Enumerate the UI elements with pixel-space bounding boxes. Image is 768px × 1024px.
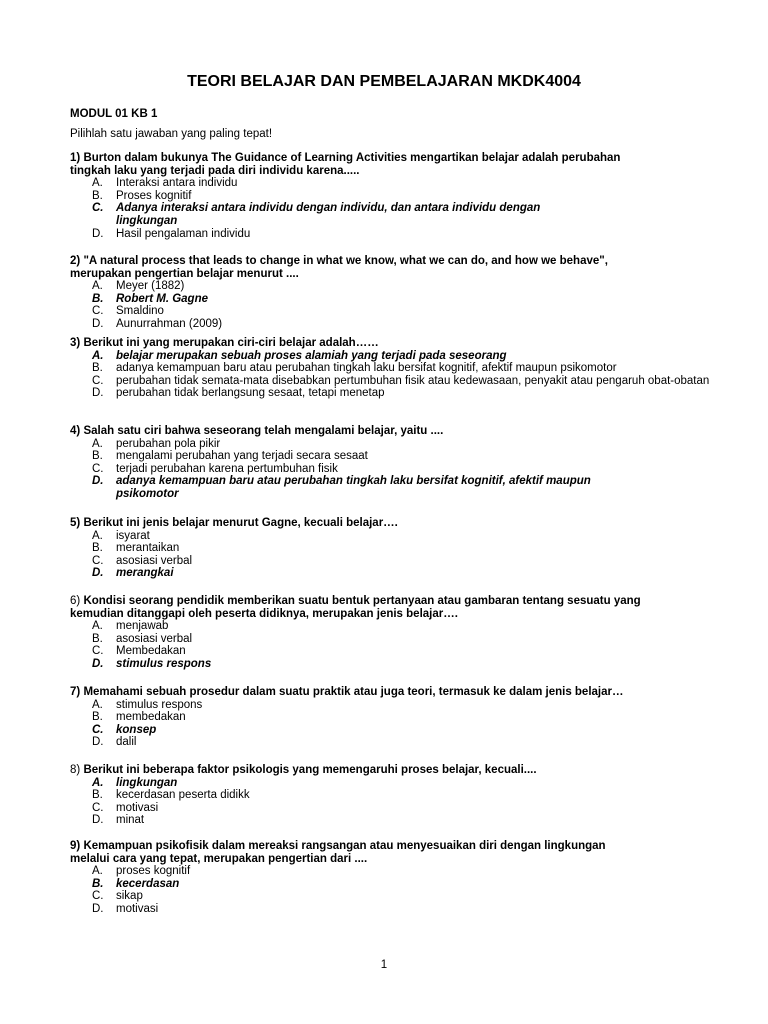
question-body: Berikut ini yang merupakan ciri-ciri belajar adalah…… bbox=[83, 337, 379, 349]
option-letter: D. bbox=[92, 736, 104, 749]
option-text: belajar merupakan sebuah proses alamiah yang terjadi pada seseorang bbox=[116, 349, 507, 362]
question-body: "A natural process that leads to change in what we know, what we can do, and how we behave", merupakan pengertian belajar menurut .... bbox=[70, 255, 608, 280]
option-text: merantaikan bbox=[116, 542, 180, 555]
options-list bbox=[70, 177, 710, 240]
option-letter: D. bbox=[92, 902, 104, 915]
option-d-correct bbox=[70, 475, 710, 500]
option-text: motivasi bbox=[116, 902, 159, 915]
question-number: 6) bbox=[70, 595, 81, 607]
option-text: menjawab bbox=[116, 620, 169, 633]
question-text bbox=[70, 152, 710, 177]
question-3 bbox=[70, 337, 710, 400]
option-text: Aunurrahman (2009) bbox=[116, 317, 223, 330]
option-text: Hasil pengalaman individu bbox=[116, 227, 251, 240]
option-text: Meyer (1882) bbox=[116, 280, 185, 293]
question-number: 5) bbox=[70, 517, 81, 529]
option-c bbox=[70, 305, 710, 318]
option-c-correct bbox=[70, 202, 710, 227]
option-text: Robert M. Gagne bbox=[116, 292, 209, 305]
question-text bbox=[70, 764, 710, 777]
option-d bbox=[70, 387, 710, 400]
option-a bbox=[70, 620, 710, 633]
question-4 bbox=[70, 425, 710, 501]
option-b bbox=[70, 789, 710, 802]
option-letter: A. bbox=[92, 620, 103, 633]
option-a bbox=[70, 280, 710, 293]
question-7 bbox=[70, 686, 710, 749]
option-text: stimulus respons bbox=[116, 657, 212, 670]
options-list bbox=[70, 777, 710, 827]
option-letter: A. bbox=[92, 280, 103, 293]
option-letter: D. bbox=[92, 475, 104, 488]
option-text: stimulus respons bbox=[116, 698, 203, 711]
question-body: Berikut ini jenis belajar menurut Gagne, kecuali belajar…. bbox=[83, 517, 398, 529]
question-body: Salah satu ciri bahwa seseorang telah mengalami belajar, yaitu .... bbox=[83, 425, 444, 437]
option-text: Interaksi antara individu bbox=[116, 177, 238, 190]
option-letter: A. bbox=[92, 698, 103, 711]
option-text: membedakan bbox=[116, 711, 186, 724]
option-letter: B. bbox=[92, 877, 104, 890]
option-text: dalil bbox=[116, 736, 137, 749]
option-text: asosiasi verbal bbox=[116, 632, 193, 645]
option-a bbox=[70, 438, 710, 451]
option-a-correct bbox=[70, 350, 710, 363]
options-list bbox=[70, 350, 710, 400]
question-5 bbox=[70, 517, 710, 580]
question-number: 4) bbox=[70, 425, 81, 437]
option-text: mengalami perubahan yang terjadi secara sesaat bbox=[116, 450, 368, 463]
question-body: Kondisi seorang pendidik memberikan suatu bentuk pertanyaan atau gambaran tentang sesuatu yang kemudian ditanggapi oleh peserta didiknya, merupakan jenis belajar…. bbox=[70, 595, 641, 620]
option-text: perubahan tidak berlangsung sesaat, tetapi menetap bbox=[116, 387, 385, 400]
question-text bbox=[70, 337, 710, 350]
option-letter: C. bbox=[92, 723, 104, 736]
option-letter: D. bbox=[92, 567, 104, 580]
option-letter: D. bbox=[92, 814, 104, 827]
question-1 bbox=[70, 152, 710, 240]
options-list bbox=[70, 530, 710, 580]
option-d-correct bbox=[70, 658, 710, 671]
option-c bbox=[70, 890, 710, 903]
option-b bbox=[70, 450, 710, 463]
option-letter: C. bbox=[92, 374, 104, 387]
option-letter: B. bbox=[92, 450, 103, 463]
options-list bbox=[70, 865, 710, 915]
option-d bbox=[70, 228, 710, 241]
question-number: 3) bbox=[70, 337, 81, 349]
option-letter: A. bbox=[92, 865, 103, 878]
option-d bbox=[70, 736, 710, 749]
question-body: Kemampuan psikofisik dalam mereaksi rangsangan atau menyesuaikan diri dengan lingkungan melalui cara yang tepat, merupakan pengertian dari .... bbox=[70, 840, 606, 865]
option-letter: A. bbox=[92, 529, 103, 542]
option-letter: A. bbox=[92, 177, 103, 190]
instruction-text: Pilihlah satu jawaban yang paling tepat! bbox=[70, 128, 273, 140]
option-text: isyarat bbox=[116, 529, 150, 542]
option-text: kecerdasan peserta didikk bbox=[116, 789, 250, 802]
page-number: 1 bbox=[380, 959, 388, 971]
option-text: adanya kemampuan baru atau perubahan tingkah laku bersifat kognitif, afektif maupun psikomotor bbox=[116, 362, 617, 375]
option-letter: B. bbox=[92, 292, 104, 305]
question-text bbox=[70, 255, 710, 280]
option-a bbox=[70, 699, 710, 712]
option-text: konsep bbox=[116, 723, 157, 736]
option-text: Proses kognitif bbox=[116, 189, 192, 202]
question-number: 1) bbox=[70, 152, 81, 164]
option-letter: A. bbox=[92, 437, 103, 450]
question-6 bbox=[70, 595, 710, 671]
option-b bbox=[70, 711, 710, 724]
option-d bbox=[70, 318, 710, 331]
option-letter: B. bbox=[92, 632, 103, 645]
question-text bbox=[70, 517, 710, 530]
option-text: terjadi perubahan karena pertumbuhan fisik bbox=[116, 462, 338, 475]
option-c bbox=[70, 463, 710, 476]
option-letter: B. bbox=[92, 542, 103, 555]
option-text: asosiasi verbal bbox=[116, 554, 193, 567]
option-letter: D. bbox=[92, 227, 104, 240]
option-c bbox=[70, 802, 710, 815]
option-text: lingkungan bbox=[116, 776, 178, 789]
option-text: kecerdasan bbox=[116, 877, 180, 890]
option-b bbox=[70, 362, 710, 375]
option-text: merangkai bbox=[116, 567, 174, 580]
option-text: minat bbox=[116, 814, 145, 827]
question-8 bbox=[70, 764, 710, 827]
option-letter: B. bbox=[92, 189, 103, 202]
question-text bbox=[70, 595, 710, 620]
option-d-correct bbox=[70, 567, 710, 580]
question-text bbox=[70, 840, 710, 865]
option-b bbox=[70, 542, 710, 555]
option-text: sikap bbox=[116, 890, 143, 903]
option-text: Adanya interaksi antara individu dengan individu, dan antara individu dengan lingkungan bbox=[116, 202, 541, 227]
option-letter: C. bbox=[92, 645, 104, 658]
option-letter: B. bbox=[92, 711, 103, 724]
option-c bbox=[70, 555, 710, 568]
question-body: Burton dalam bukunya The Guidance of Learning Activities mengartikan belajar adalah perubahan tingkah laku yang terjadi pada diri individu karena..... bbox=[70, 152, 621, 177]
option-d bbox=[70, 814, 710, 827]
option-letter: A. bbox=[92, 776, 104, 789]
question-body: Berikut ini beberapa faktor psikologis yang memengaruhi proses belajar, kecuali.... bbox=[83, 764, 537, 776]
option-letter: C. bbox=[92, 462, 104, 475]
option-text: adanya kemampuan baru atau perubahan tingkah laku bersifat kognitif, afektif maupun psikomotor bbox=[116, 475, 591, 500]
question-9 bbox=[70, 840, 710, 916]
question-number: 8) bbox=[70, 764, 81, 776]
option-letter: D. bbox=[92, 657, 104, 670]
option-b bbox=[70, 190, 710, 203]
option-letter: C. bbox=[92, 890, 104, 903]
question-2 bbox=[70, 255, 710, 331]
option-text: proses kognitif bbox=[116, 865, 191, 878]
option-letter: C. bbox=[92, 554, 104, 567]
options-list bbox=[70, 620, 710, 670]
option-letter: B. bbox=[92, 362, 103, 375]
option-letter: D. bbox=[92, 317, 104, 330]
option-letter: C. bbox=[92, 801, 104, 814]
option-letter: A. bbox=[92, 349, 104, 362]
option-b-correct bbox=[70, 293, 710, 306]
options-list bbox=[70, 438, 710, 501]
option-a-correct bbox=[70, 777, 710, 790]
module-subtitle: MODUL 01 KB 1 bbox=[70, 108, 158, 120]
question-body: Memahami sebuah prosedur dalam suatu praktik atau juga teori, termasuk ke dalam jenis belajar… bbox=[83, 686, 624, 698]
option-text: Membedakan bbox=[116, 645, 186, 658]
option-c bbox=[70, 645, 710, 658]
option-text: Smaldino bbox=[116, 305, 164, 318]
option-b-correct bbox=[70, 878, 710, 891]
option-d bbox=[70, 903, 710, 916]
option-letter: D. bbox=[92, 387, 104, 400]
option-letter: C. bbox=[92, 202, 104, 215]
options-list bbox=[70, 280, 710, 330]
option-text: perubahan pola pikir bbox=[116, 437, 221, 450]
options-list bbox=[70, 699, 710, 749]
document-title: TEORI BELAJAR DAN PEMBELAJARAN MKDK4004 bbox=[187, 73, 581, 90]
option-c-correct bbox=[70, 724, 710, 737]
option-a bbox=[70, 530, 710, 543]
question-number: 7) bbox=[70, 686, 81, 698]
question-number: 2) bbox=[70, 255, 81, 267]
option-text: perubahan tidak semata-mata disebabkan pertumbuhan fisik atau kedewasaan, penyakit atau pengaruh obat-obatan bbox=[116, 374, 710, 387]
option-a bbox=[70, 177, 710, 190]
option-letter: C. bbox=[92, 305, 104, 318]
option-b bbox=[70, 633, 710, 646]
question-number: 9) bbox=[70, 840, 81, 852]
option-text: motivasi bbox=[116, 801, 159, 814]
question-text bbox=[70, 686, 710, 699]
option-a bbox=[70, 865, 710, 878]
option-letter: B. bbox=[92, 789, 103, 802]
option-c bbox=[70, 375, 710, 388]
question-text bbox=[70, 425, 710, 438]
